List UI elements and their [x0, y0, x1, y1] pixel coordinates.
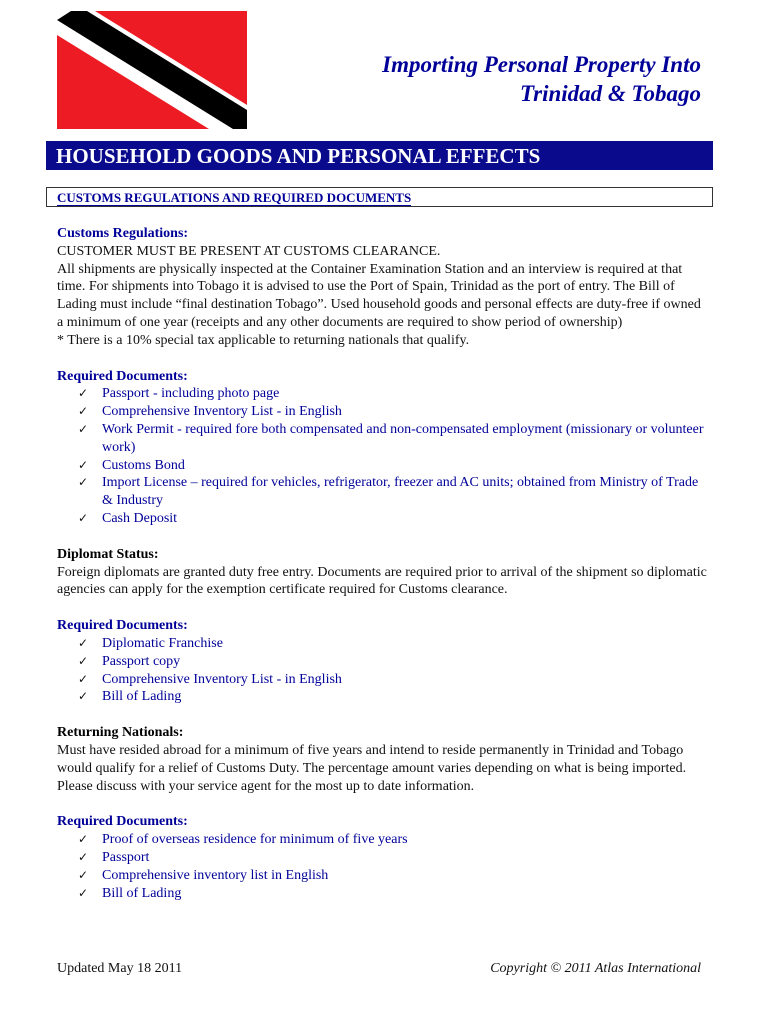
subsection-banner — [46, 187, 713, 207]
list-item: ✓ Comprehensive inventory list in English — [78, 867, 329, 883]
diplomat-body: Foreign diplomats are granted duty free entry. Documents are required prior to arrival of the shipment so diplomatic agencies can apply for the exemption certificate required for Customs clearance. — [57, 564, 707, 598]
check-icon: ✓ — [78, 475, 89, 490]
check-icon: ✓ — [78, 386, 89, 401]
check-icon: ✓ — [78, 457, 89, 472]
list-item: ✓ Cash Deposit — [78, 510, 178, 526]
required-docs-heading-1: Required Documents: — [57, 368, 188, 384]
check-icon: ✓ — [78, 867, 89, 882]
list-item: ✓ Comprehensive Inventory List - in English — [78, 671, 342, 687]
document-body — [57, 225, 707, 902]
returning-body: Must have resided abroad for a minimum of five years and intend to reside permanently in Trinidad and Tobago would qualify for a relief of Customs Duty. The percentage amount varies depending on what is being imported. Please discuss with your service agent for the most up to date information. — [57, 742, 687, 794]
customs-line1: CUSTOMER MUST BE PRESENT AT CUSTOMS CLEARANCE. — [57, 243, 441, 259]
check-icon: ✓ — [78, 671, 89, 686]
list-item: ✓ Proof of overseas residence for minimum of five years — [78, 832, 408, 848]
required-docs-list-2 — [57, 635, 707, 706]
customs-body: All shipments are physically inspected at the Container Examination Station and an interview is required at that time. For shipments into Tobago it is advised to use the Port of Spain, Trinidad as the port of entry. The Bill of Lading must include “final destination Tobago”. Used household goods and personal effects are duty-free if owned a minimum of one year (receipts and any other documents are required to show period of ownership) — [57, 261, 701, 330]
list-item: ✓ Work Permit - required fore both compensated and non-compensated employment (missionary or volunteer work) — [78, 421, 704, 455]
footer-copyright: Copyright © 2011 Atlas International — [490, 961, 701, 976]
title-line-1: Importing Personal Property Into — [382, 52, 701, 77]
list-item: ✓ Passport copy — [78, 653, 181, 669]
check-icon: ✓ — [78, 653, 89, 668]
check-icon: ✓ — [78, 510, 89, 525]
list-item: ✓ Diplomatic Franchise — [78, 635, 223, 651]
section-banner: HOUSEHOLD GOODS AND PERSONAL EFFECTS — [46, 141, 713, 170]
list-item: ✓ Bill of Lading — [78, 885, 182, 901]
footer-updated-date: Updated May 18 2011 — [57, 961, 183, 976]
required-docs-heading-3: Required Documents: — [57, 814, 188, 830]
trinidad-and-tobago-flag — [57, 11, 247, 129]
list-item: ✓ Import License – required for vehicles, refrigerator, freezer and AC units; obtained from Ministry of Trade & Industry — [78, 475, 699, 509]
list-item: ✓ Passport — [78, 849, 150, 865]
customs-heading: Customs Regulations: — [57, 226, 189, 241]
check-icon: ✓ — [78, 404, 89, 419]
list-item: ✓ Comprehensive Inventory List - in English — [78, 404, 342, 420]
check-icon: ✓ — [78, 885, 89, 900]
customs-note: * There is a 10% special tax applicable to returning nationals that qualify. — [57, 332, 470, 348]
returning-heading: Returning Nationals: — [57, 725, 184, 741]
check-icon: ✓ — [78, 832, 89, 847]
list-item: ✓ Bill of Lading — [78, 689, 182, 705]
check-icon: ✓ — [78, 635, 89, 650]
required-docs-list-1 — [57, 385, 707, 527]
check-icon: ✓ — [78, 421, 89, 436]
check-icon: ✓ — [78, 689, 89, 704]
diplomat-heading: Diplomat Status: — [57, 546, 159, 562]
title-line-2: Trinidad & Tobago — [519, 81, 701, 106]
required-docs-heading-2: Required Documents: — [57, 618, 188, 634]
subsection-banner-text: CUSTOMS REGULATIONS AND REQUIRED DOCUMENTS — [57, 190, 412, 205]
list-item: ✓ Customs Bond — [78, 457, 185, 473]
page-title — [382, 50, 701, 108]
list-item: ✓ Passport - including photo page — [78, 386, 280, 402]
check-icon: ✓ — [78, 849, 89, 864]
required-docs-list-3 — [57, 831, 707, 902]
